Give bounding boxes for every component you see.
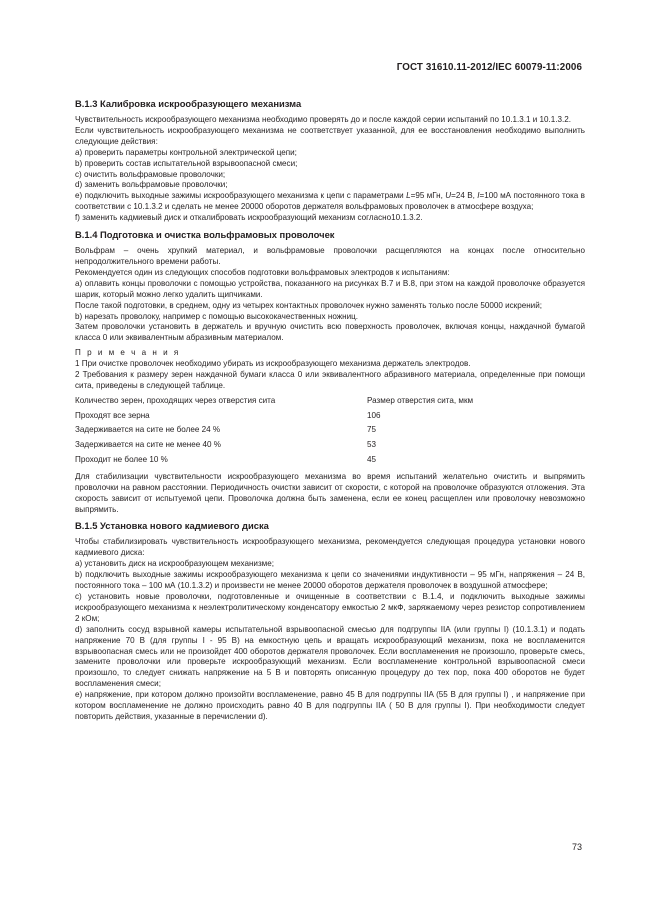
paragraph: Затем проволочки установить в держатель и вручную очистить всю поверхность проволочек, включая концы, наждачной бумагой класса 0 или эквивалентным абразивным материалом. [75,322,585,343]
table-cell: Задерживается на сите не менее 40 % [75,440,221,450]
list-item: а) проверить параметры контрольной электрической цепи; [75,147,297,157]
table-cell: Задерживается на сите не более 24 % [75,425,221,435]
table-row [75,438,473,453]
list-item: d) заменить вольфрамовые проволочки; [75,180,228,190]
list-item: е) напряжение, при котором должно произойти воспламенение, равно 45 В для подгруппы IIA (55 В для группы I) , и напряжение при котором воспламенение не должно происходить равно 40 В для подгруппы IIA ( 50 В для группы I). При необходимости следует повторить действия, указанные в перечислении d). [75,690,585,721]
section-b13-title: В.1.3 Калибровка искрообразующего механизма [75,98,302,109]
list-item: а) оплавить концы проволочки с помощью устройства, показанного на рисунках В.7 и В.8, при этом на каждой проволочке образуется шарик, который можно легко удалить щипчиками. [75,278,585,299]
page-number: 73 [571,842,582,852]
list-item: а) установить диск на искрообразующем механизме; [75,559,274,569]
table-header-row [75,394,473,409]
list-item: b) проверить состав испытательной взрывоопасной смеси; [75,158,298,168]
table-row [75,423,473,438]
standard-header: ГОСТ 31610.11-2012/IEC 60079-11:2006 [396,62,582,73]
table-cell: Проходят все зерна [75,410,150,420]
paragraph: Чувствительность искрообразующего механизма необходимо проверять до и после каждой серии испытаний по 10.1.3.1 и 10.1.3.2. [75,115,571,124]
list-item: c) очистить вольфрамовые проволочки; [75,169,226,179]
paragraph: Рекомендуется один из следующих способов подготовки вольфрамовых электродов к испытаниям: [75,267,450,277]
list-item: b) нарезать проволоку, например с помощью высококачественных ножниц. [75,311,359,321]
list-item: е) подключить выходные зажимы искрообразующего механизма к цепи с параметрами L=95 мГн, U=24 В, I=100 мА постоянного тока в соответствии с 10.1.3.2 и сделать не менее 20000 оборотов держателя вольфрамовых проволочек в атмосфере воздуха; [75,191,585,212]
list-item: c) установить новые проволочки, подготовленные и очищенные в соответствии с В.1.4, и подключить выходные зажимы искрообразующего механизма к неэлектролитическому конденсатору емкостью 2 мкФ, заряжаемому через резистор сопротивлением 2 кОм; [75,591,585,623]
paragraph: Если чувствительность искрообразующего механизма не соответствует указанной, для ее восстановления необходимо выполнить следующие действия: [75,125,585,146]
paragraph: Для стабилизации чувствительности искрообразующего механизма во время испытаний желательно очистить и выпрямить проволочки на равном расстоянии. Периодичность очистки зависит от скорости, с которой на проволочке образуются отложения. Эта скорость зависит от испытуемой цепи. Проволочка должна быть заменена, если ее конец расщеплен или проволочку невозможно выпрямить. [75,471,585,514]
paragraph: После такой подготовки, в среднем, одну из четырех контактных проволочек нужно заменять только после 50000 искрений; [75,300,542,310]
table-cell: 75 [367,425,377,435]
table-header-cell: Размер отверстия сита, мкм [367,395,474,405]
note: 1 При очистке проволочек необходимо убирать из искрообразующего механизма держатель электродов. [75,359,471,369]
page-content [75,93,585,723]
table-header-cell: Количество зерен, проходящих через отверстия сита [75,395,276,405]
sieve-table [75,394,473,468]
table-cell: 106 [367,410,381,420]
list-item: d) заполнить сосуд взрывной камеры испытательной взрывоопасной смесью для подгруппы IIA (или группы I) (10.1.3.1) и подать напряжение 70 В (для группы I - 95 В) на емкостную цепь и вращать искрообразующий механизм, пока не воспламенится взрывоопасная смесь или не произойдет 400 оборотов держателя проволочек. Если воспламенения не произошло, проверьте смесь, замените проволочки или проверьте искрообразующий механизм. Если воспламенение контрольной взрывоопасной смеси произошло, то следует снижать напряжение на 5 В и повторять описанную процедуру до тех пор, пока 400 оборотов не будет воспламенения смеси; [75,624,585,689]
table-cell: 45 [367,454,377,464]
note: 2 Требования к размеру зерен наждачной бумаги класса 0 или эквивалентного абразивного материала, определенные при помощи сита, приведены в следующей таблице. [75,370,585,390]
list-item: f) заменить кадмиевый диск и откалибровать искрообразующий механизм согласно10.1.3.2. [75,213,423,223]
list-item: b) подключить выходные зажимы искрообразующего механизма к цепи со значениями индуктивности – 95 мГн, напряжения – 24 В, постоянного тока – 100 мА (10.1.3.2) и произвести не менее 20000 оборотов держателя проволочек в воздушной атмосфере; [75,570,585,591]
table-cell: Проходит не более 10 % [75,454,168,464]
notes-title: П р и м е ч а н и я [75,348,181,358]
section-b15-title: В.1.5 Установка нового кадмиевого диска [75,520,269,532]
table-row [75,409,473,424]
table-cell: 53 [367,440,377,450]
table-row [75,453,473,468]
section-b14-title: В.1.4 Подготовка и очистка вольфрамовых проволочек [75,229,335,241]
paragraph: Чтобы стабилизировать чувствительность искрообразующего механизма, рекомендуется следующая процедура установки нового кадмиевого диска: [75,537,585,558]
paragraph: Вольфрам – очень хрупкий материал, и вольфрамовые проволочки расщепляются на концах после относительно непродолжительного времени работы. [75,246,585,266]
